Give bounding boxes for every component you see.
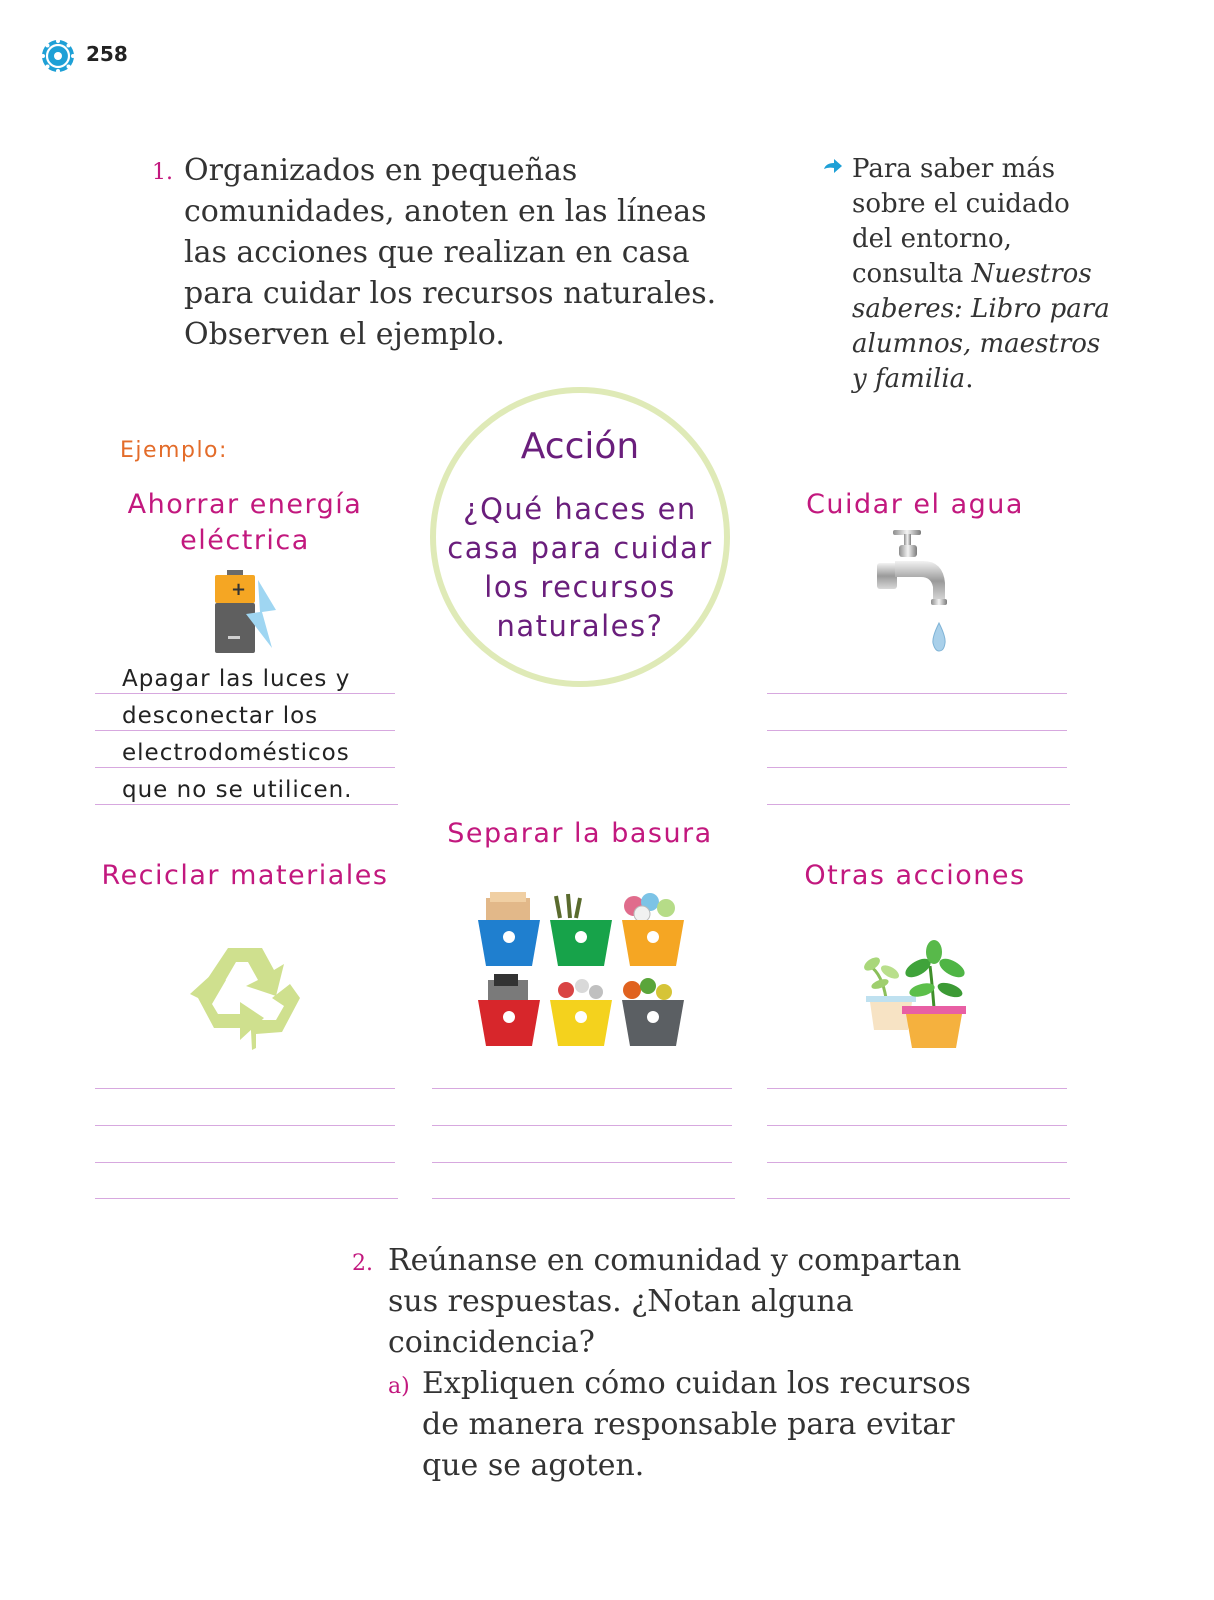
side-note (822, 152, 1112, 397)
activity-2a (388, 1363, 1008, 1486)
example-answer-line-3: electrodomésticos (122, 740, 350, 766)
activity-2a-text: Expliquen cómo cuidan los recursos de manera responsable para evitar que se agoten. (422, 1366, 971, 1483)
battery-lightning-icon (210, 570, 282, 656)
category-save-energy: Ahorrar energía eléctrica (127, 489, 363, 556)
activity-2-number: 2. (352, 1251, 373, 1276)
page-number: 258 (86, 42, 128, 66)
action-title: Acción (520, 426, 640, 467)
arrow-right-icon (822, 156, 844, 178)
recycle-icon (188, 940, 304, 1052)
activity-1-number: 1. (152, 160, 173, 185)
category-recycle: Reciclar materiales (101, 860, 389, 891)
example-answer-line-4: que no se utilicen. (122, 777, 353, 803)
globe-emblem-icon (40, 38, 76, 74)
example-answer-line-1: Apagar las luces y (122, 666, 351, 692)
activity-1-text: Organizados en pequeñas comunidades, anoten en las líneas las acciones que realizan en casa para cuidar los recursos naturales. Observen el ejemplo. (184, 153, 717, 352)
potted-plants-icon (860, 938, 970, 1050)
activity-2 (352, 1240, 992, 1363)
trash-bins-icon (474, 890, 690, 1050)
example-answer-line-2: desconectar los (122, 703, 319, 729)
category-separate-trash: Separar la basura (447, 818, 713, 849)
activity-2-text: Reúnanse en comunidad y compartan sus respuestas. ¿Notan alguna coincidencia? (388, 1243, 962, 1360)
action-question: ¿Qué haces en casa para cuidar los recursos naturales? (447, 492, 713, 643)
side-note-book-title: Nuestros saberes: Libro para alumnos, maestros y familia (852, 259, 1110, 394)
example-label: Ejemplo: (120, 438, 228, 463)
activity-1 (152, 150, 752, 355)
faucet-icon (875, 527, 965, 657)
side-note-period: . (965, 364, 974, 394)
activity-2a-letter: a) (388, 1374, 410, 1399)
category-other-actions: Otras acciones (804, 860, 1026, 891)
svg-text:+: + (231, 579, 247, 600)
side-note-text: Para saber más sobre el cuidado del entorno, consulta (852, 154, 1070, 289)
category-water: Cuidar el agua (806, 489, 1024, 520)
